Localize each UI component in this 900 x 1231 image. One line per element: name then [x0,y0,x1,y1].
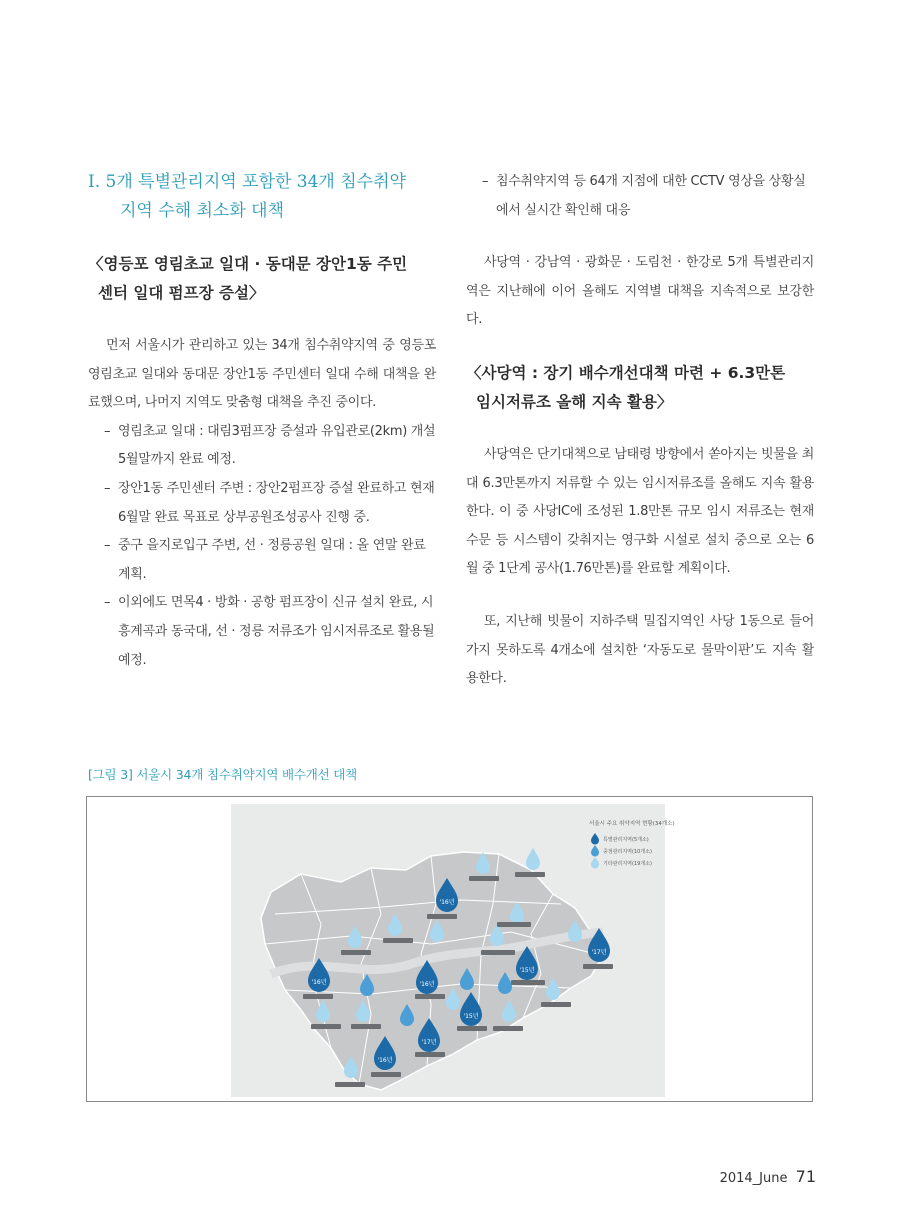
left-column [88,168,436,675]
issue-label: 2014_June [719,1171,788,1186]
sadang-paragraph: 사당역은 단기대책으로 남태령 방향에서 쏟아지는 빗물을 최대 6.3만톤까지 저류할 수 있는 임시저류조를 올해도 지속 활용한다. 이 중 사당IC에 조성된 1.8만톤 규모 임시 저류조는 현재 수문 등 시스템이 갖춰지는 영구화 시설로 설치 중으로 오는 6월 중 1단계 공사(1.76만톤)를 완료할 계획이다. [466,446,814,577]
subhead-line1: 〈사당역 : 장기 배수개선대책 마련 + 6.3만톤 [466,363,786,382]
svg-text:중점관리지역(10개소): 중점관리지역(10개소) [603,849,652,855]
figure-frame [86,796,813,1102]
svg-text:'17년: '17년 [421,1039,437,1046]
map-legend [589,819,675,869]
svg-text:'15년: '15년 [519,967,535,974]
svg-text:특별관리지역(5개소): 특별관리지역(5개소) [603,837,649,843]
seoul-map [231,804,675,1097]
intro-paragraph: 먼저 서울시가 관리하고 있는 34개 침수취약지역 중 영등포 영림초교 일대와 동대문 장안1동 주민센터 일대 수해 대책을 완료했으며, 나머지 지역도 맞춤형 대책을 추진 중이다. [88,338,436,411]
section-title [88,168,436,226]
right-column [466,168,814,694]
subhead-sadang [466,359,814,417]
svg-text:서울시 주요 취약지역 현황(34개소): 서울시 주요 취약지역 현황(34개소) [589,821,675,827]
svg-text:기타관리지역(19개소): 기타관리지역(19개소) [603,861,652,867]
svg-text:'16년: '16년 [377,1057,393,1064]
subhead-line1: 〈영등포 영림초교 일대 · 동대문 장안1동 주민 [88,255,408,273]
list-item: – 이외에도 면목4 · 방화 · 공항 펌프장이 신규 설치 완료, 시흥계곡과 동국대, 선 · 정릉 저류조가 임시저류조로 활용될 예정. [104,595,435,668]
sadang-followup-paragraph: 또, 지난해 빗물이 지하주택 밀집지역인 사당 1동으로 들어가지 못하도록 4개소에 설치한 ‘자동도로 물막이판’도 지속 활용한다. [466,613,814,687]
list-item: – 장안1동 주민센터 주변 : 장안2펌프장 증설 완료하고 현재 6월말 완료 목표로 상부공원조성공사 진행 중. [104,480,435,525]
seoul-map-graphic [231,804,675,1097]
section-title-line1: Ⅰ. 5개 특별관리지역 포함한 34개 침수취약 [88,172,406,192]
page-number: 71 [795,1167,816,1186]
subhead-line2: 센터 일대 펌프장 증설〉 [98,284,265,302]
section-title-line2: 지역 수해 최소화 대책 [120,201,285,221]
svg-text:'17년: '17년 [591,949,607,956]
special-area-paragraph: 사당역 · 강남역 · 광화문 · 도림천 · 한강로 5개 특별관리지역은 지난해에 이어 올해도 지역별 대책을 지속적으로 보강한다. [466,255,814,328]
measure-list [88,418,436,675]
cctv-list [466,168,814,225]
svg-text:'16년: '16년 [419,981,435,988]
list-item: – 중구 을지로입구 주변, 선 · 정릉공원 일대 : 올 연말 완료 계획. [104,538,426,582]
subhead-line2: 임시저류조 올해 지속 활용〉 [476,392,673,411]
page-footer [720,1167,816,1186]
svg-text:'16년: '16년 [311,979,327,986]
list-item: – 영림초교 일대 : 대림3펌프장 증설과 유입관로(2km) 개설 5월말까지 완료 예정. [104,423,436,468]
subhead-yeongdeungpo [88,250,436,308]
svg-text:'15년: '15년 [463,1013,479,1020]
figure-caption: [그림 3] 서울시 34개 침수취약지역 배수개선 대책 [88,767,358,782]
list-item: – 침수취약지역 등 64개 지점에 대한 CCTV 영상을 상황실에서 실시간 확인해 대응 [482,174,806,218]
svg-text:'16년: '16년 [439,899,455,906]
